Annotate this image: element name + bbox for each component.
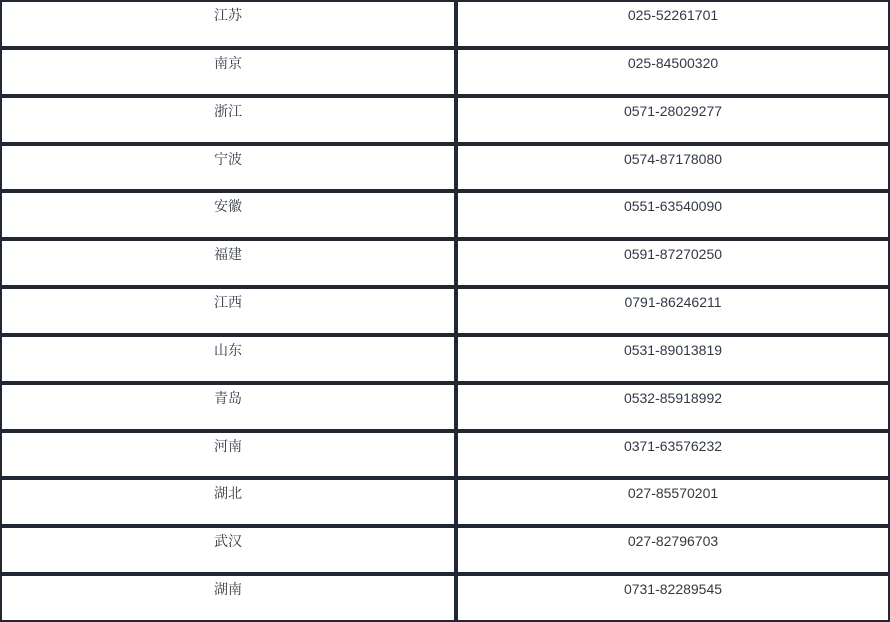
- region-cell: 江苏: [0, 0, 456, 48]
- phone-cell: 0791-86246211: [456, 287, 890, 335]
- table-row: [0, 96, 890, 144]
- phone-cell: 0574-87178080: [456, 144, 890, 192]
- region-cell: 浙江: [0, 96, 456, 144]
- phone-cell: 0532-85918992: [456, 383, 890, 431]
- phone-cell: 0371-63576232: [456, 431, 890, 479]
- region-cell: 河南: [0, 431, 456, 479]
- region-cell: 宁波: [0, 144, 456, 192]
- table-row: [0, 526, 890, 574]
- region-cell: 湖南: [0, 574, 456, 622]
- region-cell: 安徽: [0, 191, 456, 239]
- phone-cell: 0731-82289545: [456, 574, 890, 622]
- table-row: [0, 383, 890, 431]
- phone-cell: 027-85570201: [456, 478, 890, 526]
- table-row: [0, 335, 890, 383]
- table-row: [0, 48, 890, 96]
- phone-cell: 025-84500320: [456, 48, 890, 96]
- phone-cell: 0591-87270250: [456, 239, 890, 287]
- phone-cell: 025-52261701: [456, 0, 890, 48]
- table-row: [0, 0, 890, 48]
- table-row: [0, 191, 890, 239]
- phone-cell: 0531-89013819: [456, 335, 890, 383]
- phone-cell: 0551-63540090: [456, 191, 890, 239]
- table-row: [0, 478, 890, 526]
- region-cell: 福建: [0, 239, 456, 287]
- region-cell: 湖北: [0, 478, 456, 526]
- table-row: [0, 287, 890, 335]
- table-row: [0, 574, 890, 622]
- table-row: [0, 239, 890, 287]
- phone-cell: 027-82796703: [456, 526, 890, 574]
- region-cell: 江西: [0, 287, 456, 335]
- table-row: [0, 144, 890, 192]
- region-cell: 武汉: [0, 526, 456, 574]
- region-cell: 南京: [0, 48, 456, 96]
- phone-cell: 0571-28029277: [456, 96, 890, 144]
- region-cell: 青岛: [0, 383, 456, 431]
- table-row: [0, 431, 890, 479]
- region-cell: 山东: [0, 335, 456, 383]
